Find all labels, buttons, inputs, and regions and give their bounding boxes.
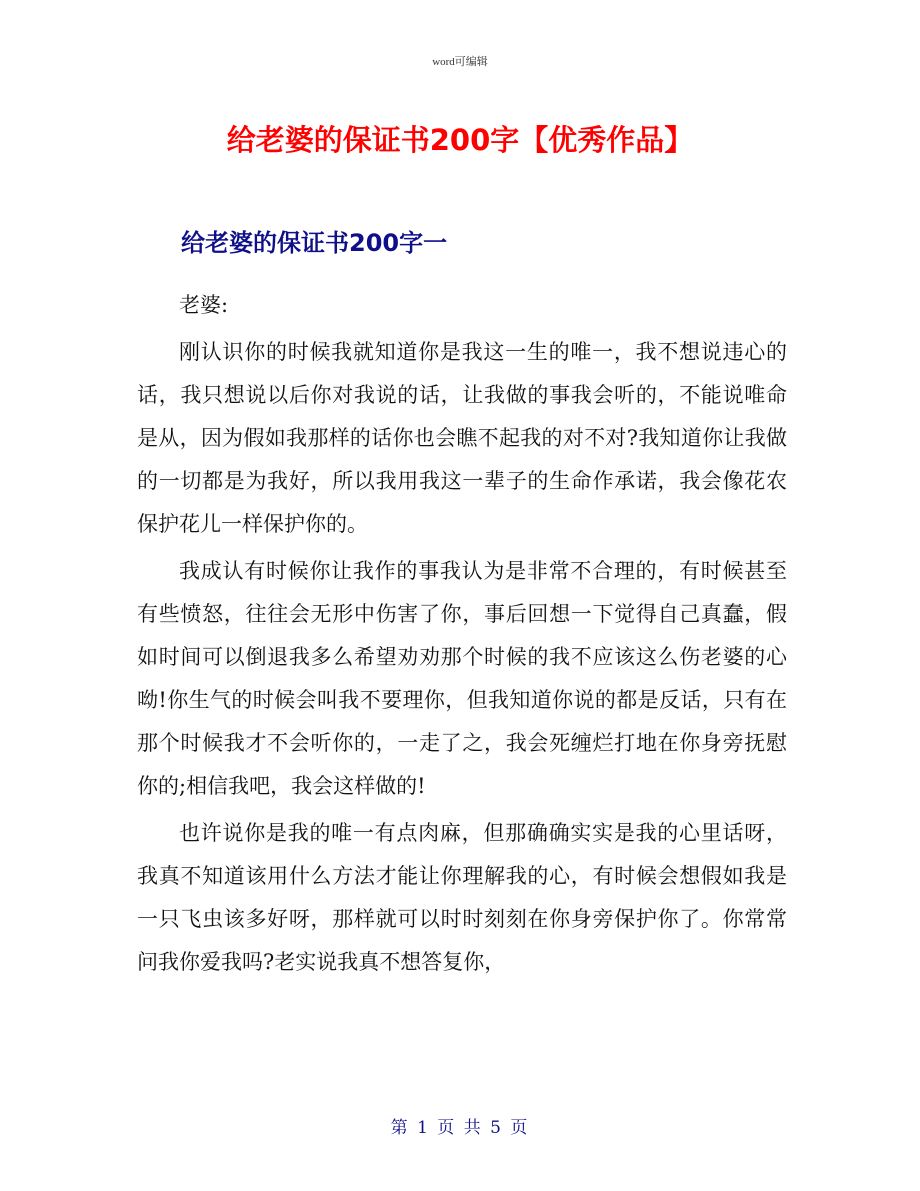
body-paragraph-2: 我成认有时候你让我作的事我认为是非常不合理的，有时候甚至有些愤怒，往往会无形中伤害了你，事后回想一下觉得自己真蠢，假如时间可以倒退我多么希望劝劝那个时候的我不应该这么伤老婆的心呦!你生气的时候会叫我不要理你，但我知道你说的都是反话，只有在那个时候我才不会听你的，一走了之，我会死缠烂打地在你身旁抚慰你的;相信我吧，我会这样做的! <box>137 559 787 798</box>
greeting-line: 老婆: <box>179 293 229 317</box>
document-body <box>137 284 787 984</box>
section-heading: 给老婆的保证书200字一 <box>181 229 448 257</box>
page-header: word可编辑 <box>432 56 488 68</box>
body-paragraph-3: 也许说你是我的唯一有点肉麻，但那确确实实是我的心里话呀，我真不知道该用什么方法才能让你理解我的心，有时候会想假如我是一只飞虫该多好呀，那样就可以时时刻刻在你身旁保护你了。你常常问我你爱我吗?老实说我真不想答复你， <box>137 821 787 974</box>
page-number-footer: 第 1 页 共 5 页 <box>390 1118 530 1138</box>
document-title: 给老婆的保证书200字【优秀作品】 <box>226 123 694 157</box>
body-paragraph-1: 刚认识你的时候我就知道你是我这一生的唯一，我不想说违心的话，我只想说以后你对我说的话，让我做的事我会听的，不能说唯命是从，因为假如我那样的话你也会瞧不起我的对不对?我知道你让我做的一切都是为我好，所以我用我这一辈子的生命作承诺，我会像花农保护花儿一样保护你的。 <box>137 340 787 536</box>
